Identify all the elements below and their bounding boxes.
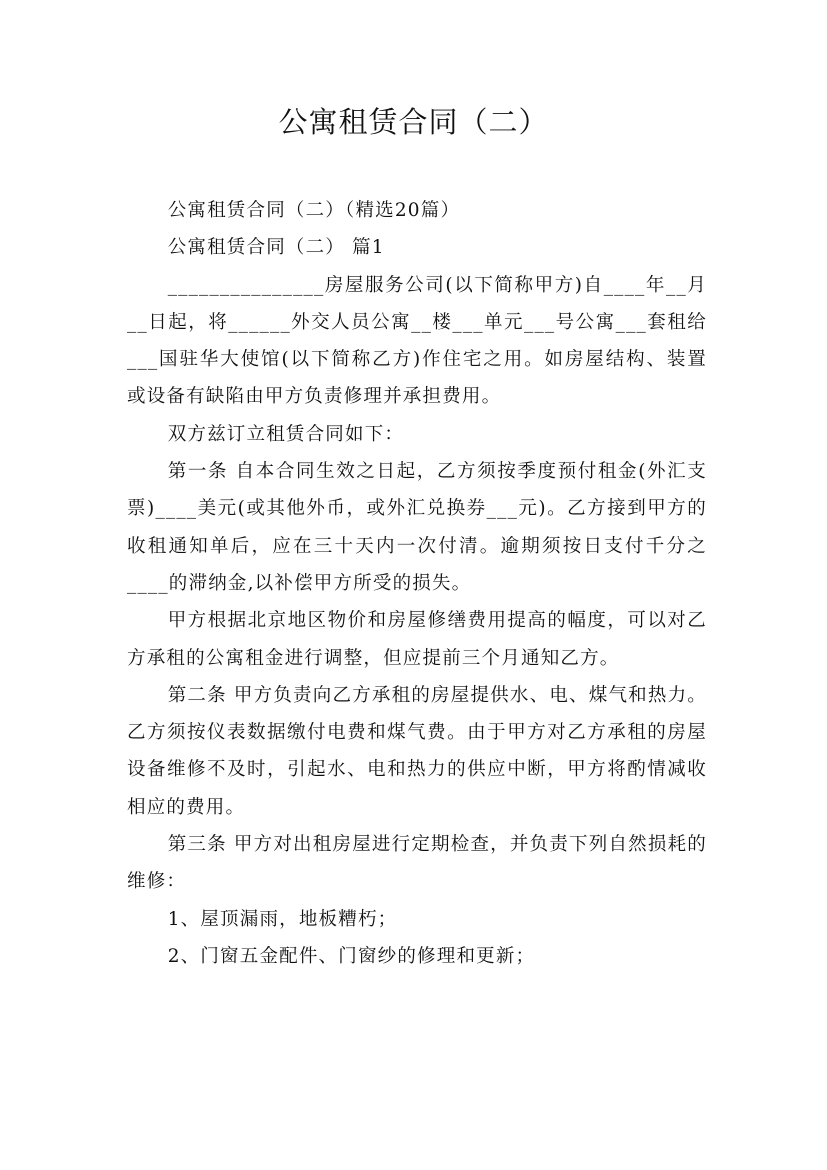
paragraph-section-heading: 公寓租赁合同（二） 篇1	[167, 237, 385, 259]
paragraph-item-1: 1、屋顶漏雨，地板糟朽；	[167, 908, 398, 930]
document-body	[127, 192, 707, 975]
paragraph-article-1: 第一条 自本合同生效之日起，乙方须按季度预付租金(外汇支票)____美元(或其他外币，或外汇兑换券___元)。乙方接到甲方的收租通知单后，应在三十天内一次付清。逾期须按日支付千分之____的滞纳金,以补偿甲方所受的损失。	[127, 461, 707, 594]
paragraph-item-2: 2、门窗五金配件、门窗纱的修理和更新；	[167, 945, 536, 967]
document-title: 公寓租赁合同（二）	[278, 105, 549, 139]
paragraph-article-2: 第二条 甲方负责向乙方承租的房屋提供水、电、煤气和热力。乙方须按仪表数据缴付电费和煤气费。由于甲方对乙方承租的房屋设备维修不及时，引起水、电和热力的供应中断，甲方将酌情减收相应的费用。	[127, 684, 707, 818]
paragraph-agreement-intro: 双方兹订立租赁合同如下：	[167, 423, 405, 445]
paragraph-article-3: 第三条 甲方对出租房屋进行定期检查，并负责下列自然损耗的维修：	[127, 834, 707, 893]
paragraph-subtitle: 公寓租赁合同（二）（精选20篇）	[167, 200, 461, 221]
paragraph-parties: _______________房屋服务公司(以下简称甲方)自____年__月__日起，将______外交人员公寓__楼___单元___号公寓___套租给___国驻华大使馆(以下简称乙方)作住宅之用。如房屋结构、装置或设备有缺陷由甲方负责修理并承担费用。	[127, 274, 707, 408]
paragraph-rent-adjustment: 甲方根据北京地区物价和房屋修缮费用提高的幅度，可以对乙方承租的公寓租金进行调整，但应提前三个月通知乙方。	[127, 610, 707, 669]
